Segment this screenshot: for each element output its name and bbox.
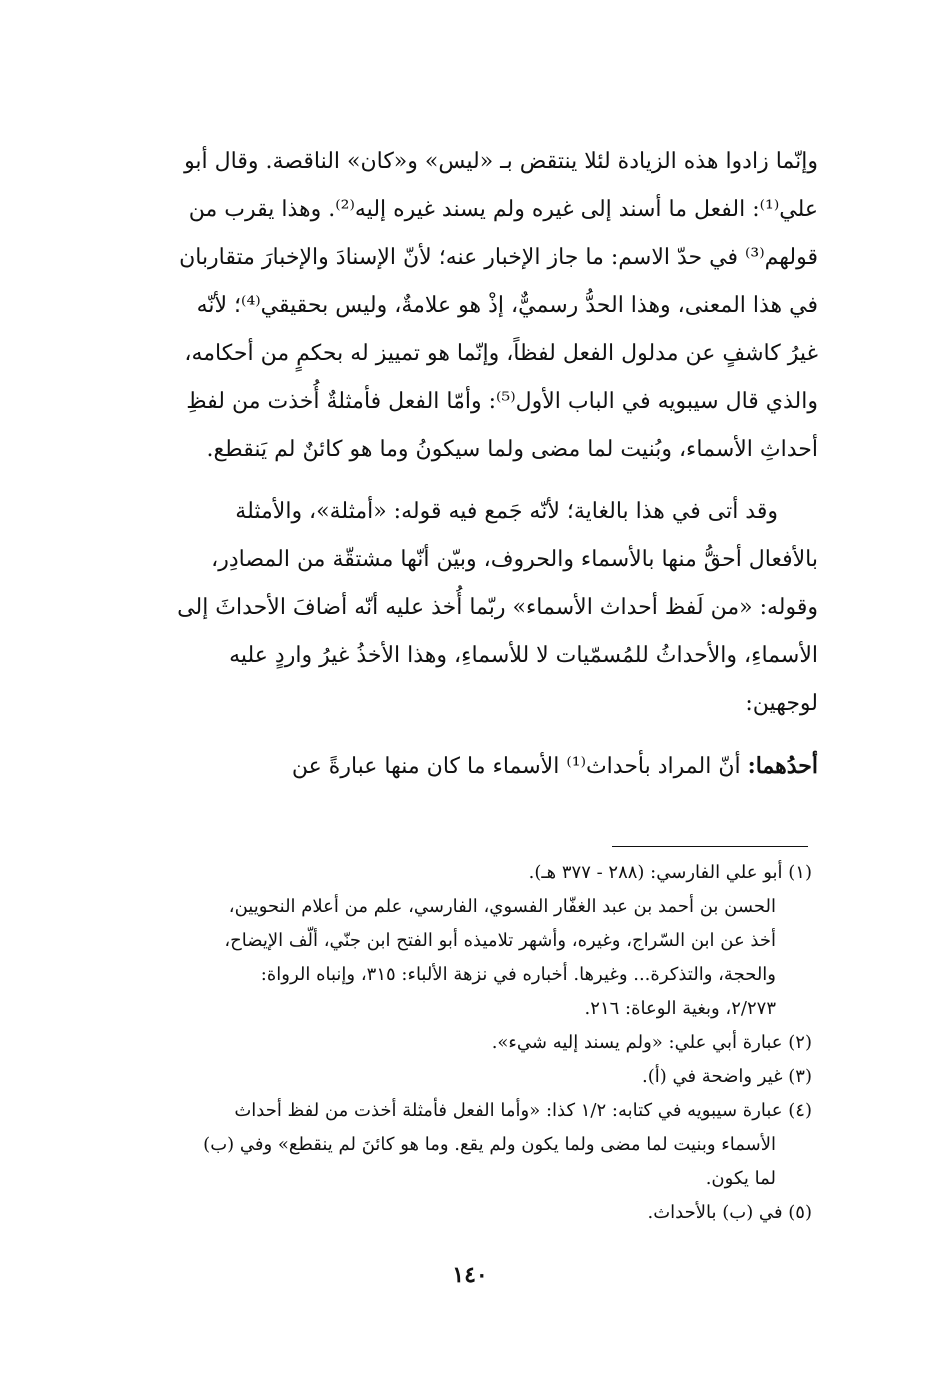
body-line: في هذا المعنى، وهذا الحدُّ رسميٌّ، إذْ هو علامةٌ، وليس بحقيقي⁽⁴⁾؛ لأنّه [196,293,818,318]
body-line: لوجهين: [745,691,818,716]
body-line: قولهم⁽³⁾ في حدّ الاسم: ما جاز الإخبار عنه؛ لأنّ الإسنادَ والإخبارَ متقاربان [179,245,818,270]
body-line: أحداثِ الأسماء، وبُنيت لما مضى ولما سيكونُ وما هو كائنٌ لم يَنقطع. [206,437,818,462]
page-number: ١٤٠ [452,1262,488,1288]
body-line: علي⁽¹⁾: الفعل ما أسند إلى غيره ولم يسند غيره إليه⁽²⁾. وهذا يقرب من [188,197,818,222]
paragraph-gap [118,728,818,742]
footnote-line: الحسن بن أحمد بن عبد الغفّار الفسوي، الفارسي، علم من أعلام النحويين، [228,896,776,917]
main-body-text [118,138,818,790]
body-line: والذي قال سيبويه في الباب الأول⁽⁵⁾: وأمّا الفعل فأمثلةٌ أُخذت من لفظِ [186,389,818,414]
body-line: وإنّما زادوا هذه الزيادة لئلا ينتقض بـ «ليس» و«كان» الناقصة. وقال أبو [184,149,818,174]
footnotes-section [118,856,812,1230]
body-line: بالأفعال أحقُّ منها بالأسماء والحروف، وبيّن أنّها مشتقّة من المصادِر، [211,547,818,572]
body-line: غيرُ كاشفٍ عن مدلول الفعل لفظاً، وإنّما هو تمييز له بحكمٍ من أحكامه، [184,341,818,366]
body-line: وقوله: «من لَفظ أحداث الأسماء» ربّما أُخذ عليه أنّه أضافَ الأحداثَ إلى [177,595,818,620]
footnote-line: (٣) غير واضحة في (أ). [641,1066,812,1087]
footnote-line: أخذ عن ابن السّراج، وغيره، وأشهر تلاميذه أبو الفتح ابن جنّي، ألّف الإيضاح، [224,930,776,951]
footnote-line: والحجة، والتذكرة... وغيرها. أخباره في نزهة الألباء: ٣١٥، وإنباه الرواة: [260,964,776,985]
footnote-line: (٤) عبارة سيبويه في كتابه: ١/٢ كذا: «وأما الفعل فأمثلة أخذت من لفظ أحداث [234,1100,812,1121]
paragraph-gap [118,474,818,488]
body-line: وقد أتى في هذا بالغاية؛ لأنّه جَمع فيه قوله: «أمثلة»، والأمثلة [235,499,778,524]
footnote-line: لما يكون. [705,1168,776,1189]
footnote-line: (١) أبو علي الفارسي: (٢٨٨ - ٣٧٧ هـ). [528,862,812,883]
footnote-line: (٢) عبارة أبي علي: «ولم يسند إليه شيء». [491,1032,812,1053]
body-line: الأسماءِ، والأحداثُ للمُسمّيات لا للأسماءِ، وهذا الأخذُ غيرُ واردٍ عليه [229,643,818,668]
footnote-line: ٢/٢٧٣، وبغية الوعاة: ٢١٦. [584,998,776,1019]
body-line-rest: أنّ المراد بأحداث⁽¹⁾ الأسماء ما كان منها عبارةً عن [291,754,748,779]
footnote-line: (٥) في (ب) بالأحداث. [647,1202,812,1223]
first-aspect-heading: أحدُهما: [747,753,818,779]
footnote-line: الأسماء وبنيت لما مضى ولما يكون ولم يقع. وما هو كائنَ لم ينقطع» وفي (ب) [203,1134,776,1155]
footnote-separator [612,846,808,847]
body-line-last [118,742,818,790]
